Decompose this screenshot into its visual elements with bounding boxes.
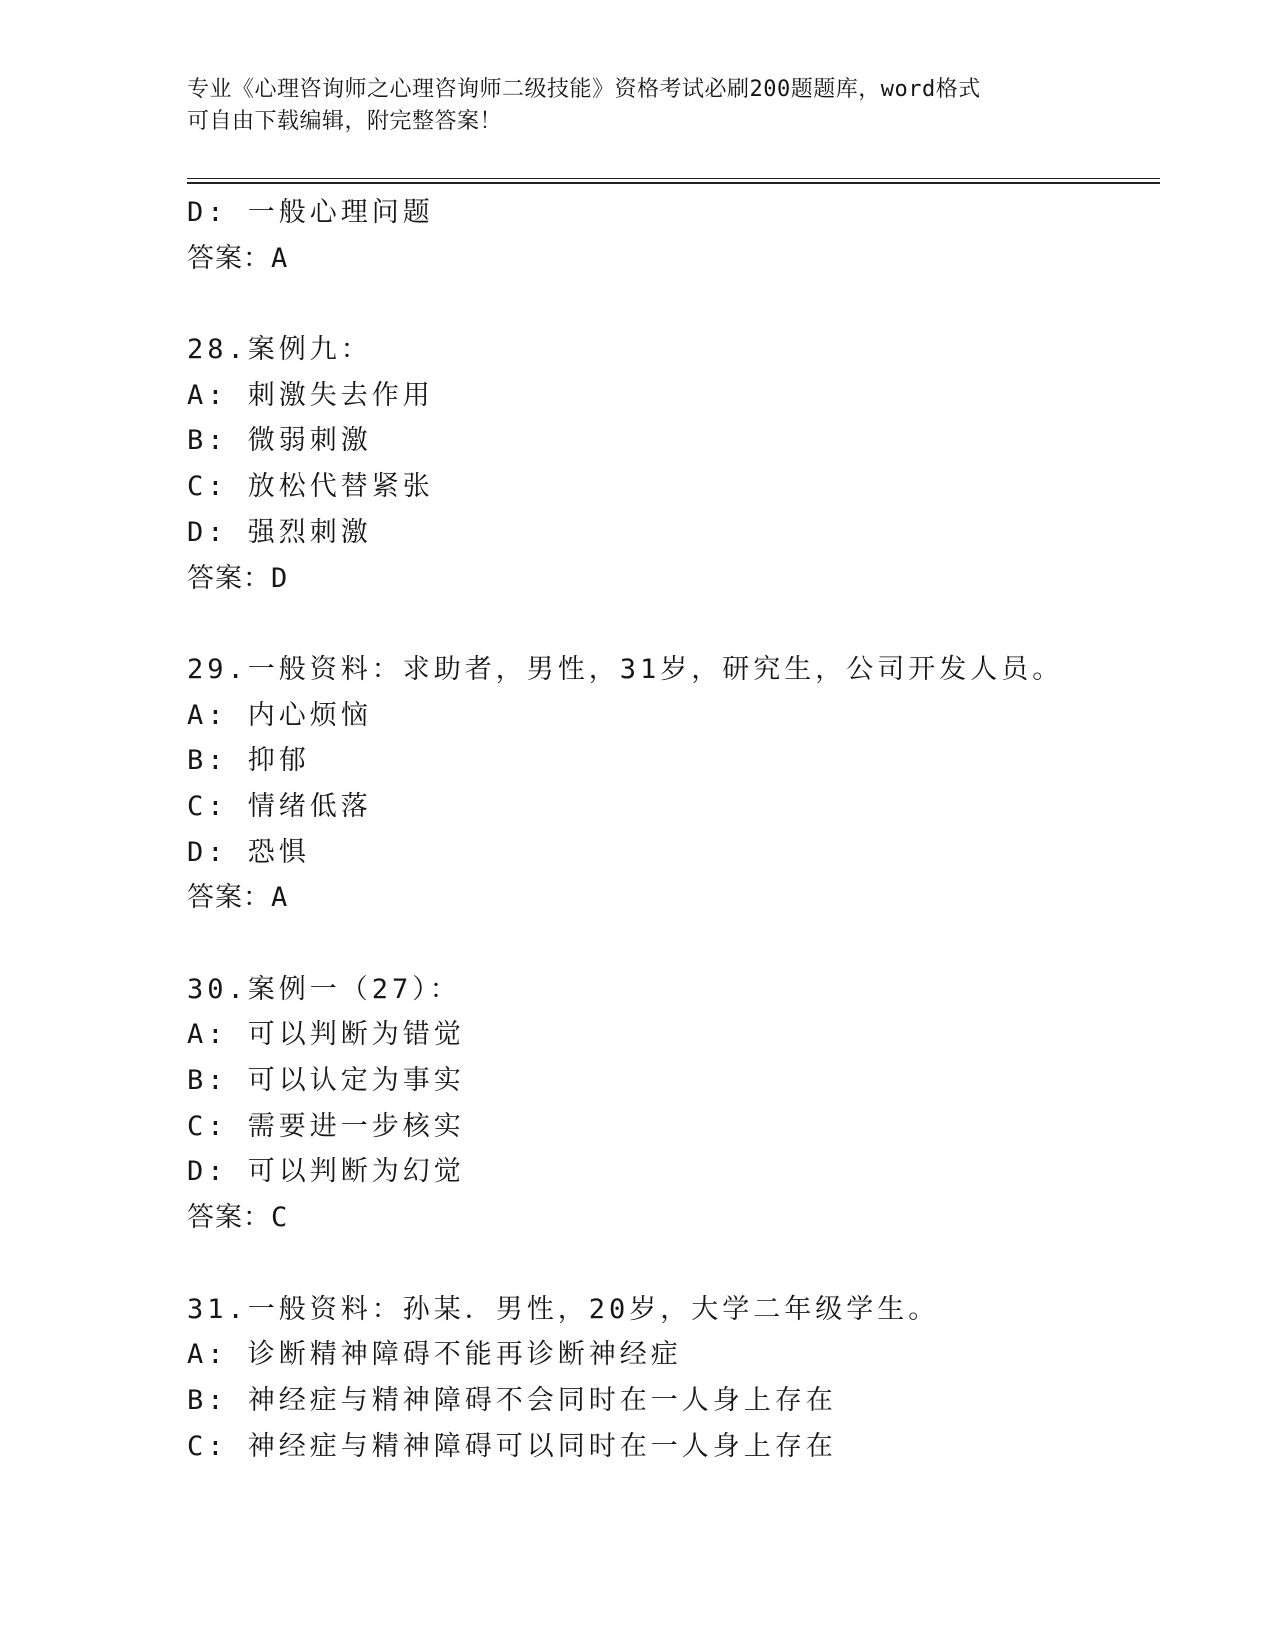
option-a: A: 内心烦恼: [187, 699, 372, 731]
answer-line: 答案：A: [187, 882, 289, 914]
option-a: A: 诊断精神障碍不能再诊断神经症: [187, 1339, 682, 1371]
option-b: B: 微弱刺激: [187, 425, 372, 457]
option-c: C: 神经症与精神障碍可以同时在一人身上存在: [187, 1430, 837, 1462]
question-stem: 31.一般资料：孙某．男性，20岁，大学二年级学生。: [187, 1293, 940, 1325]
answer-line: 答案：D: [187, 562, 289, 594]
option-a: A: 刺激失去作用: [187, 379, 434, 411]
spacer: [187, 921, 1167, 967]
spacer: [187, 281, 1167, 327]
question-stem: 29.一般资料：求助者，男性，31岁，研究生，公司开发人员。: [187, 653, 1064, 685]
spacer: [187, 601, 1167, 647]
header-divider-thin: [187, 178, 1160, 179]
option-d: D: 强烈刺激: [187, 516, 372, 548]
option-b: B: 抑郁: [187, 745, 310, 777]
header-title-line-2: 可自由下载编辑，附完整答案！: [187, 109, 503, 134]
question-29: [187, 647, 1167, 921]
question-content: [187, 190, 1167, 1469]
option-a: A: 可以判断为错觉: [187, 1019, 465, 1051]
page-header: [187, 74, 1087, 138]
option-d: D: 恐惧: [187, 836, 310, 868]
option-d: D: 一般心理问题: [187, 197, 434, 228]
spacer: [187, 1241, 1167, 1287]
option-c: C: 放松代替紧张: [187, 471, 434, 503]
header-title-line-1: 专业《心理咨询师之心理咨询师二级技能》资格考试必刷200题题库，word格式: [187, 77, 981, 102]
question-30: [187, 967, 1167, 1241]
answer-line: 答案：C: [187, 1202, 289, 1234]
question-stem: 30.案例一（27）：: [187, 973, 461, 1005]
option-c: C: 需要进一步核实: [187, 1110, 465, 1142]
option-b: B: 神经症与精神障碍不会同时在一人身上存在: [187, 1384, 837, 1416]
header-divider-thick: [187, 182, 1160, 184]
question-28: [187, 327, 1167, 601]
option-c: C: 情绪低落: [187, 790, 372, 822]
question-stem: 28.案例九：: [187, 334, 372, 366]
question-31: [187, 1287, 1167, 1470]
option-b: B: 可以认定为事实: [187, 1065, 465, 1097]
option-d: D: 可以判断为幻觉: [187, 1156, 465, 1188]
carryover-block: [187, 190, 1167, 281]
answer-line: 答案：A: [187, 242, 289, 274]
